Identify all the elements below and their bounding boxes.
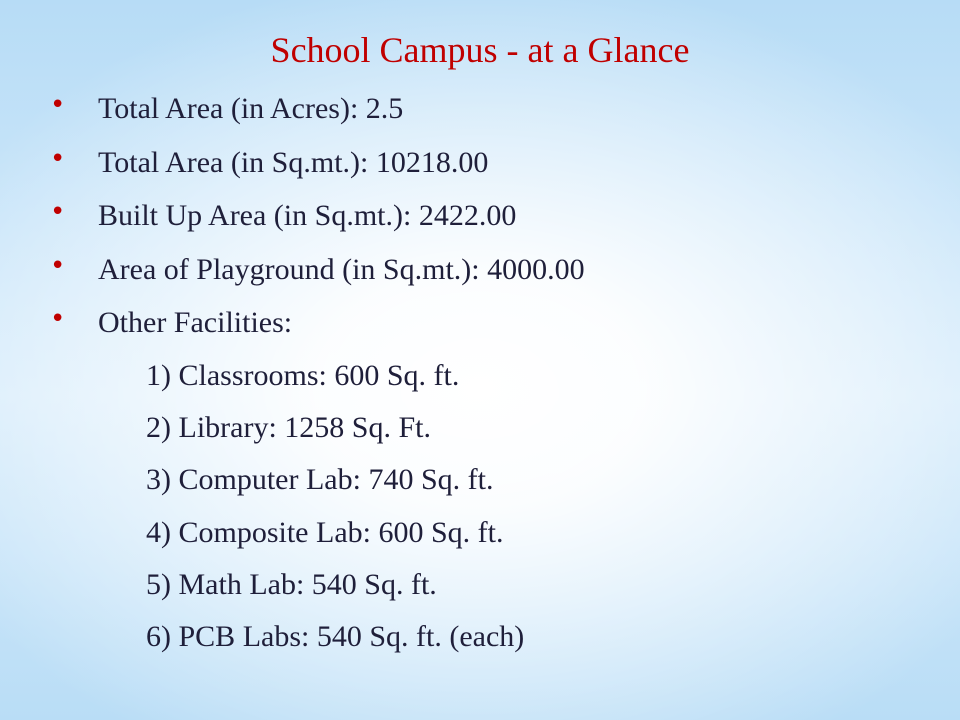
bullet-text: Other Facilities: [98,306,293,339]
facility-text: 5) Math Lab: 540 Sq. ft. [146,567,437,601]
bullet-dot-icon: • [50,304,66,334]
facility-text: 6) PCB Labs: 540 Sq. ft. (each) [146,619,525,653]
bullet-text: Total Area (in Sq.mt.): 10218.00 [98,145,489,179]
bullet-text: Built Up Area (in Sq.mt.): 2422.00 [98,199,517,232]
bullet-dot-icon: • [50,90,66,120]
facility-text: 2) Library: 1258 Sq. Ft. [146,411,431,445]
facility-text: 4) Composite Lab: 600 Sq. ft. [146,515,504,549]
bullet-text: Area of Playground (in Sq.mt.): 4000.00 [98,252,585,286]
bullet-text: Total Area (in Acres): 2.5 [98,92,404,125]
facility-text: 1) Classrooms: 600 Sq. ft. [146,359,460,392]
bullet-dot-icon: • [50,143,66,174]
slide-title: School Campus - at a Glance [270,30,690,70]
bullet-dot-icon: • [50,250,66,281]
bullet-dot-icon: • [50,197,66,227]
facility-text: 3) Computer Lab: 740 Sq. ft. [146,463,494,497]
